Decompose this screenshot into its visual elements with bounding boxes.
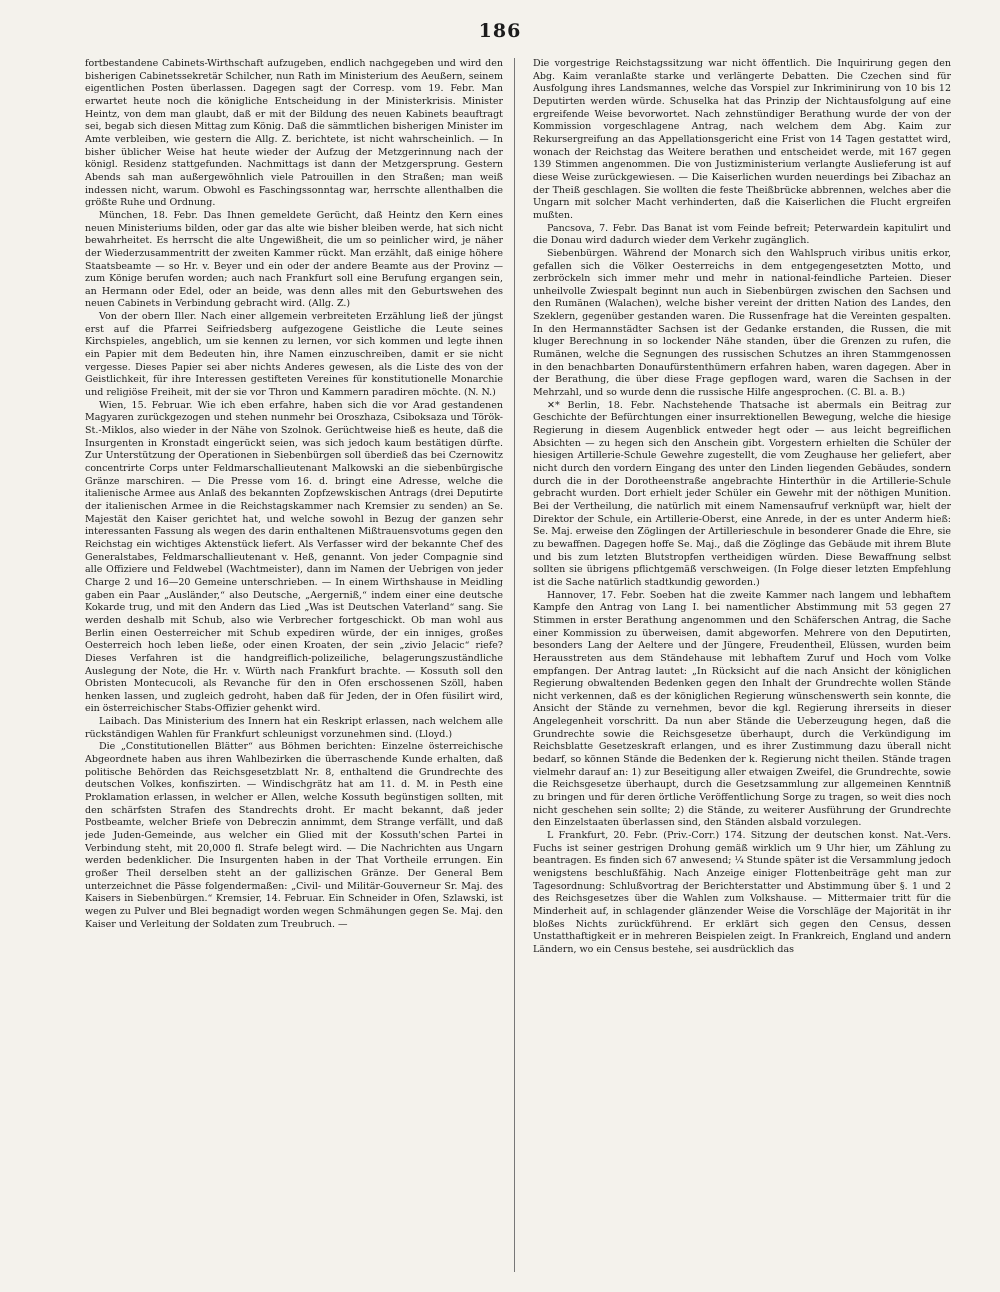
- article-pancsova: Pancsova, 7. Febr. Das Banat ist vom Feinde befreit; Peterwardein kapitulirt und die Donau wird dadurch wieder dem Verkehr zugänglich.: [533, 222, 951, 247]
- left-column: [85, 58, 503, 1276]
- article-berlin: ✕* Berlin, 18. Febr. Nachstehende Thatsache ist abermals ein Beitrag zur Geschichte der Befürchtungen einer insurrektionellen Bewegung, welche die hiesige Regierung in diesem Augenblick entweder hegt oder — aus leicht begreiflichen Absichten — zu hegen sich den Anschein gibt. Vorgestern erhielten die Schüler der hiesigen Artillerie-Schule Gewehre zugestellt, die vom Zeughause her geliefert, aber nicht durch den vordern Eingang des unter den Linden liegenden Gebäudes, sondern durch die in der Dorotheenstraße angebrachte Hinterthür in die Artillerie-Schule gebracht wurden. Dort erhielt jeder Schüler ein Gewehr mit der nöthigen Munition. Bei der Vertheilung, die natürlich mit einem Namensaufruf verknüpft war, hielt der Direktor der Schule, ein Artillerie-Oberst, eine Anrede, in der es unter Anderm hieß: Se. Maj. erweise den Zöglingen der Artillerieschule in besonderer Gnade die Ehre, sie zu bewaffnen. Dagegen hoffe Se. Maj., daß die Zöglinge das Gebäude mit ihrem Blute und bis zum letzten Blutstropfen vertheidigen würden. Diese Bewaffnung selbst sollten sie übrigens pflichtgemäß verschweigen. (In Folge dieser letzten Empfehlung ist die Sache natürlich stadtkundig geworden.): [533, 399, 951, 588]
- article-frankfurt: L Frankfurt, 20. Febr. (Priv.-Corr.) 174. Sitzung der deutschen konst. Nat.-Vers. Fuchs ist seiner gestrigen Drohung gemäß wirklich um 9 Uhr hier, um Zählung zu beantragen. Es finden sich 67 anwesend; ¼ Stunde später ist die Versammlung jedoch wenigstens beschlußfähig. Nach Anzeige einiger Flottenbeiträge geht man zur Tagesordnung: Schlußvortrag der Berichterstatter und Abstimmung über §. 1 und 2 des Reichsgesetzes über die Wahlen zum Volkshause. — Mittermaier tritt für die Minderheit auf, in schlagender glänzender Weise die Vorschläge der Majorität in ihr bloßes Nichts zurückführend. Er erklärt sich gegen den Census, dessen Unstatthaftigkeit er in mehreren Beispielen zeigt. In Frankreich, England und andern Ländern, wo ein Census bestehe, sei ausdrücklich das: [533, 830, 951, 955]
- page-number: 186: [478, 20, 522, 42]
- article-siebenbuergen: Siebenbürgen. Während der Monarch sich den Wahlspruch viribus unitis erkor, gefallen sich die Völker Oesterreichs in dem entgegengesetzten Motto, und zerbröckeln sich immer mehr und mehr in national-feindliche Parteien. Dieser unheilvolle Zwiespalt beginnt nun auch in Siebenbürgen zwischen den Sachsen und den Rumänen (Walachen), welche bisher vereint der dritten Nation des Landes, den Szeklern, gegenüber gestanden waren. Die Russenfrage hat die Vereinten gespalten. In den Hermannstädter Sachsen ist der Gedanke erstanden, die Russen, die mit kluger Berechnung in so lockender Nähe standen, über die Grenzen zu rufen, die Rumänen, welche die Segnungen des russischen Schutzes an ihren Stammgenossen in den benachbarten Donaufürstenthümern erfahren haben, waren dagegen. Aber in der Berathung, die über diese Frage gepflogen ward, waren die Sachsen in der Mehrzahl, und so wurde denn die russische Hilfe angesprochen. (C. Bl. a. B.): [533, 247, 951, 399]
- article-muenchen: München, 18. Febr. Das Ihnen gemeldete Gerücht, daß Heintz den Kern eines neuen Ministeriums bilden, oder gar das alte wie bisher bleiben werde, hat sich nicht bewahrheitet. Es herrscht die alte Ungewißheit, die um so peinlicher wird, je näher der Wiederzusammentritt der zweiten Kammer rückt. Man erzählt, daß einige höhere Staatsbeamte — so Hr. v. Beyer und ein oder der andere Beamte aus der Provinz — zum Könige berufen worden; auch nach Frankfurt soll eine Berufung ergangen sein, an Hermann oder Edel, oder an beide, was denn alles mit den Geburtswehen des neuen Cabinets in Verbindung gebracht wird. (Allg. Z.): [85, 209, 503, 310]
- article-cabinet-crisis: fortbestandene Cabinets-Wirthschaft aufzugeben, endlich nachgegeben und wird den bisherigen Cabinetssekretär Schilcher, nun Rath im Ministerium des Aeußern, seinem eigentlichen Posten überlassen. Dagegen sagt der Corresp. vom 19. Febr. Man erwartet heute noch die königliche Entscheidung in der Ministerkrisis. Minister Heintz, von dem man glaubt, daß er mit der Bildung des neuen Kabinets beauftragt sei, begab sich diesen Mittag zum König. Daß die sämmtlichen bisherigen Minister im Amte verbleiben, wie gestern die Allg. Z. berichtete, ist nicht wahrscheinlich. — In bisher üblicher Weise hat heute wieder der Aufzug der Metzgerinnung nach der königl. Residenz stattgefunden. Nachmittags ist dann der Metzgersprung. Gestern Abends sah man außergewöhnlich viele Patrouillen in den Straßen; man weiß indessen nicht, warum. Obwohl es Faschingssonntag war, herrschte allenthalben die größte Ruhe und Ordnung.: [85, 58, 503, 209]
- article-obern-iller: Von der obern Iller. Nach einer allgemein verbreiteten Erzählung ließ der jüngst erst auf die Pfarrei Seifriedsberg aufgezogene Geistliche die Leute seines Kirchspieles, angeblich, um sie kennen zu lernen, vor sich kommen und legte ihnen ein Papier mit dem Bedeuten hin, ihre Namen einzuschreiben, damit er sie nicht vergesse. Dieses Papier sei aber nichts Anderes gewesen, als die Liste des von der Geistlichkeit, für ihre Interessen gestifteten Vereines für konstitutionelle Monarchie und religiöse Freiheit, mit der sie vor Thron und Kammern paradiren möchte. (N. N.): [85, 311, 503, 399]
- article-laibach: Laibach. Das Ministerium des Innern hat ein Reskript erlassen, nach welchem alle rückständigen Wahlen für Frankfurt schleunigst vorzunehmen sind. (Lloyd.): [85, 716, 503, 740]
- article-constitutionelle-blaetter: Die „Constitutionellen Blätter“ aus Böhmen berichten: Einzelne österreichische Abgeordnete haben aus ihren Wahlbezirken die überraschende Kunde erhalten, daß politische Behörden das Reichsgesetzblatt Nr. 8, enthaltend die Grundrechte des deutschen Volkes, konfiszirten. — Windischgrätz hat am 11. d. M. in Pesth eine Proklamation erlassen, in welcher er Allen, welche Kossuth begünstigen sollten, mit den schärfsten Strafen des Standrechts droht. Er macht bekannt, daß jeder Postbeamte, welcher Briefe von Debreczin annimmt, dem Strange verfällt, und daß jede Juden-Gemeinde, aus welcher ein Glied mit der Kossuth'schen Partei in Verbindung steht, mit 20,000 fl. Strafe belegt wird. — Die Nachrichten aus Ungarn werden bedenklicher. Die Insurgenten haben in der That Vortheile errungen. Ein großer Theil derselben steht an der gallizischen Gränze. Der General Bem unterzeichnet die Pässe folgendermaßen: „Civil- und Militär-Gouverneur Sr. Maj. des Kaisers in Siebenbürgen.“ Kremsier, 14. Februar. Ein Schneider in Ofen, Szlawski, ist wegen zu Pulver und Blei begnadigt worden wegen Schmähungen gegen Se. Maj. den Kaiser und Verleitung der Soldaten zum Treubruch. —: [85, 741, 503, 930]
- article-hannover: Hannover, 17. Febr. Soeben hat die zweite Kammer nach langem und lebhaftem Kampfe den Antrag von Lang I. bei namentlicher Abstimmung mit 53 gegen 27 Stimmen in erster Berathung angenommen und den Schäferschen Antrag, die Sache einer Kommission zu überweisen, damit abgeworfen. Mehrere von den Deputirten, besonders Lang der Aeltere und der Jüngere, Freudentheil, Elüssen, wurden beim Herausstreten aus dem Ständehause mit lebhaftem Zuruf und Hoch vom Volke empfangen. Der Antrag lautet: „In Rücksicht auf die nach Ansicht der königlichen Regierung obwaltenden Bedenken gegen den Inhalt der Grundrechte wollen Stände nicht verkennen, daß es der königlichen Regierung wünschenswerth sein konnte, die Ansicht der Stände zu vernehmen, bevor die kgl. Regierung ihrerseits in dieser Angelegenheit vorschritt. Da nun aber Stände die Ueberzeugung hegen, daß die Grundrechte sowie die Reichsgesetze überhaupt, durch die Verkündigung im Reichsblatte Gesetzeskraft erlangen, und es ihrer Zustimmung dazu überall nicht bedarf, so können Stände die Bedenken der k. Regierung nicht theilen. Stände tragen vielmehr darauf an: 1) zur Beseitigung aller etwaigen Zweifel, die Grundrechte, sowie die Reichsgesetze überhaupt, durch die Gesetzsammlung zur allgemeinen Kenntniß zu bringen und für deren örtliche Veröffentlichung Sorge zu tragen, so weit dies noch nicht geschehen sein sollte; 2) die Stände, zu weiterer Ausführung der Grundrechte den Einzelstaaten überlassen sind, den Ständen alsbald vorzulegen.: [533, 589, 951, 829]
- right-column: [533, 58, 951, 1276]
- article-reichstag-session: Die vorgestrige Reichstagssitzung war nicht öffentlich. Die Inquirirung gegen den Abg. Kaim veranlaßte starke und verlängerte Debatten. Die Czechen sind für Ausfolgung ihres Landsmannes, welche das Vorspiel zur Inkriminirung von 10 bis 12 Deputirten werden würde. Schuselka hat das Prinzip der Nichtausfolgung auf eine ergreifende Weise bevorwortet. Nach zehnstündiger Berathung wurde der von der Kommission vorgeschlagene Antrag, nach welchem dem Abg. Kaim zur Rekursergreifung an das Appellationsgericht eine Frist von 14 Tagen gestattet wird, wonach der Reichstag das Weitere berathen und entscheidet werde, mit 167 gegen 139 Stimmen angenommen. Die von Justizministerium verlangte Auslieferung ist auf diese Weise zurückgewiesen. — Die Kaiserlichen wurden neuerdings bei Zibachaz an der Theiß geschlagen. Sie wollten die feste Theißbrücke abbrennen, welches aber die Ungarn mit solcher Macht verhinderten, daß die Kaiserlichen die Flucht ergreifen mußten.: [533, 58, 951, 221]
- article-wien: Wien, 15. Februar. Wie ich eben erfahre, haben sich die vor Arad gestandenen Magyaren zurückgezogen und stehen nunmehr bei Oroszhaza, Csiboksaza und Török-St.-Miklos, also wieder in der Nähe von Szolnok. Gerüchtweise hieß es heute, daß die Insurgenten in Kronstadt eingerückt seien, was sich jedoch kaum bestätigen dürfte. Zur Unterstützung der Operationen in Siebenbürgen soll überdieß das bei Czernowitz concentrirte Corps unter Feldmarschallieutenant Malkowski an die siebenbürgische Gränze marschiren. — Die Presse vom 16. d. bringt eine Adresse, welche die italienische Armee aus Anlaß des bekannten Zopfzewskischen Antrags (drei Deputirte der italienischen Armee in die Reichstagskammer nach Kremsier zu senden) an Se. Majestät den Kaiser gerichtet hat, und welche sowohl in Bezug der ganzen sehr interessanten Fassung als wegen des darin enthaltenen Mißtrauensvotums gegen den Reichstag ein wichtiges Aktenstück liefert. Als Verfasser wird der bekannte Chef des Generalstabes, Feldmarschallieutenant v. Heß, genannt. Von jeder Compagnie sind alle Offiziere und Feldwebel (Wachtmeister), dann im Namen der Uebrigen von jeder Charge 2 und 16—20 Gemeine unterschrieben. — In einem Wirthshause in Meidling gaben ein Paar „Ausländer,“ also Deutsche, „Aergerniß,“ indem einer eine deutsche Kokarde trug, und mit den Andern das Lied „Was ist Deutschen Vaterland“ sang. Sie werden deshalb mit Schub, also wie Verbrecher fortgeschickt. Ob man wohl aus Berlin einen Oesterreicher mit Schub expediren würde, der ein inniges, großes Oesterreich hoch leben ließe, oder einen Kroaten, der sein „zivio Jelacic“ riefe? Dieses Verfahren ist die handgreiflich-polizeiliche, belagerungszuständliche Auslegung der Note, die Hr. v. Würth nach Frankfurt brachte. — Kossuth soll den Obristen Montecucoli, als Revanche für den in Ofen erschossenen Szöll, haben henken lassen, und zugleich gedroht, haben daß für Jeden, der in Ofen füsilirt wird, ein österreichischer Stabs-Offizier gehenkt wird.: [85, 399, 503, 715]
- column-divider: [514, 58, 515, 1272]
